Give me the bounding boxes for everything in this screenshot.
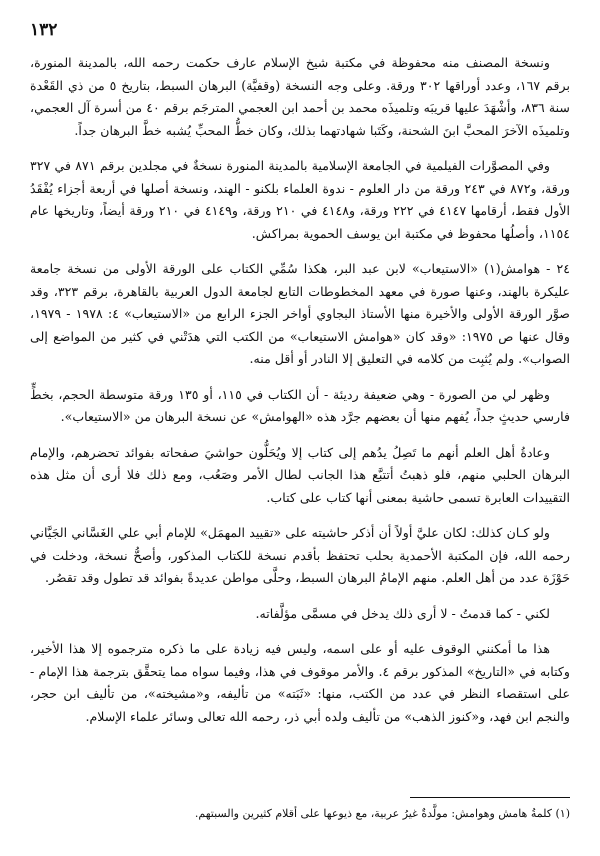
paragraph-photo-note: وظهر لي من الصورة - وهي ضعيفة رديئة - أن الكتاب في ١١٥، أو ١٣٥ ورقة متوسطة الحجم، بخطٍّ فارسي حديثٍ جداً، يُفهم منها أن بعضهم جرَّد هذه «الهوامش» عن نسخة البرهان من «الاستيعاب». — [30, 386, 570, 424]
paragraph-conclusion: هذا ما أمكنني الوقوف عليه أو على اسمه، وليس فيه زيادة على ما ذكره مترجموه إلا هذا الأخير، وكتابه في «التاريخ» المذكور برقم ٤. والأمر موقوف في هذا، وفيما سواه مما يتحقَّق بترجمة هذا الإمام - على استقصاء النظر في عدد من الكتب، منها: «ثَبَته» من تأليفه، و«مشيخته»، من تأليف ابن حجر، والنجم ابن فهد، و«كنوز الذهب» من تأليف ولده أبي ذر، رحمه الله تعالى وسائر علماء الإسلام. — [30, 641, 570, 724]
footnote-divider — [410, 797, 570, 798]
paragraph-not-counted: لكني - كما قدمتُ - لا أرى ذلك يدخل في مسمَّى مؤلَّفاته. — [255, 605, 550, 621]
paragraph-film-copies: وفي المصوَّرات الفيلمية في الجامعة الإسلامية بالمدينة المنورة نسخةٌ في مجلدين برقم ٨٧١ في ٣٢٧ ورقة، و٨٧٢ في ٢٤٣ ورقة من دار العلوم - ندوة العلماء بلكنو - الهند، ونسخة أصلها في أربعة أجزاء يُفْقَدُ الأول فقط، أرقامها ٤١٤٧ في ٢٢٢ ورقة، و٤١٤٨ في ٢١٠ ورقة، و٤١٤٩ في ٢١٠ ورقة أيضاً، وتاريخها عام ١١٥٤، وأصلُها محفوظ في مكتبة ابن يوسف الحموية بمراكش. — [30, 158, 571, 241]
page-number: ١٣٢ — [30, 20, 58, 40]
paragraph-taqyid-note: ولو كـان كذلك: لكان عليَّ أولاً أن أذكر حاشيته على «تقييد المهمَل» للإمام أبي علي الغَسَّاني الجَيَّاني رحمه الله، فإن المكتبة الأحمدية بحلب تحتفظ بأقدم نسخة للكتاب المذكور، وأصحُّ نسخة، ودخلت في حَوْزَة عدد من أهل العلم. منهم الإمامُ البرهان السبط، وحلَّى مواطن عديدةً بفوائد قد تطول وقد تقصُر. — [30, 525, 570, 585]
paragraph-manuscript-copy: ونسخة المصنف منه محفوظة في مكتبة شيخ الإسلام عارف حكمت رحمه الله، بالمدينة المنورة، برقم ١٦٧، وعدد أوراقها ٣٠٢ ورقة. وعلى وجه النسخة (وقفيَّة) البرهان السبط، بتاريخ ٥ من ذي القَعْدة سنة ٨٣٦، وأشْهَدَ عليها قريبَه وتلميذَه محمد بن أحمد ابن العجمي المترجَم برقم ٤٠ من أسرة آل العجمي، وتلميذَه الآخرَ المحبَّ ابنَ الشحنة، وكَتَبا شهادتهما بذلك، وكان خطُّ المحبِّ يُشبه خطَّ البرهان جداً. — [30, 55, 570, 138]
footnote: (١) كلمةُ هامش وهوامش: مولَّدةٌ غيرُ عربية، مع ذيوعها على أقلام كثيرين والسبتهم. — [194, 807, 570, 820]
body-text — [30, 52, 570, 741]
paragraph-item-24: ٢٤ - هوامش(١) «الاستيعاب» لابن عبد البر، هكذا سُمِّي الكتاب على الورقة الأولى من نسخة جامعة عليكرة بالهند، وعنها صورة في معهد المخطوطات التابع لجامعة الدول العربية بالقاهرة، برقم ٣٢٣، وقد صوَّر الورقة الأولى والأخيرة منها الأستاذ البجاوي أواخر الجزء الرابع من «الاستيعاب» ٤: ١٩٧٨ - ١٩٧٩، وقال عنها ص ١٩٧٥: «وقد كان «هوامش الاستيعاب» من الكتب التي هدَتْني في كثير من المواضع إلى الصواب». ولم يُثبِت من كلامه في التعليق إلا النادر أو أقل منه. — [30, 261, 571, 366]
paragraph-scholars-habit: وعادةُ أهل العلم أنهم ما تَصِلُ يدُهم إلى كتاب إلا ويُحَلُّون حواشيَ صفحاته بفوائد تحضرهم، والإمام البرهان الحلبي منهم، فلو ذهبتُ أتتبَّع هذا الجانب لطال الأمر وصَعُب، ومع ذلك فلا أرى أن مثل هذه التقييدات العابرة تسمى حاشية بمعنى أنها كتاب على كتاب. — [30, 444, 570, 505]
